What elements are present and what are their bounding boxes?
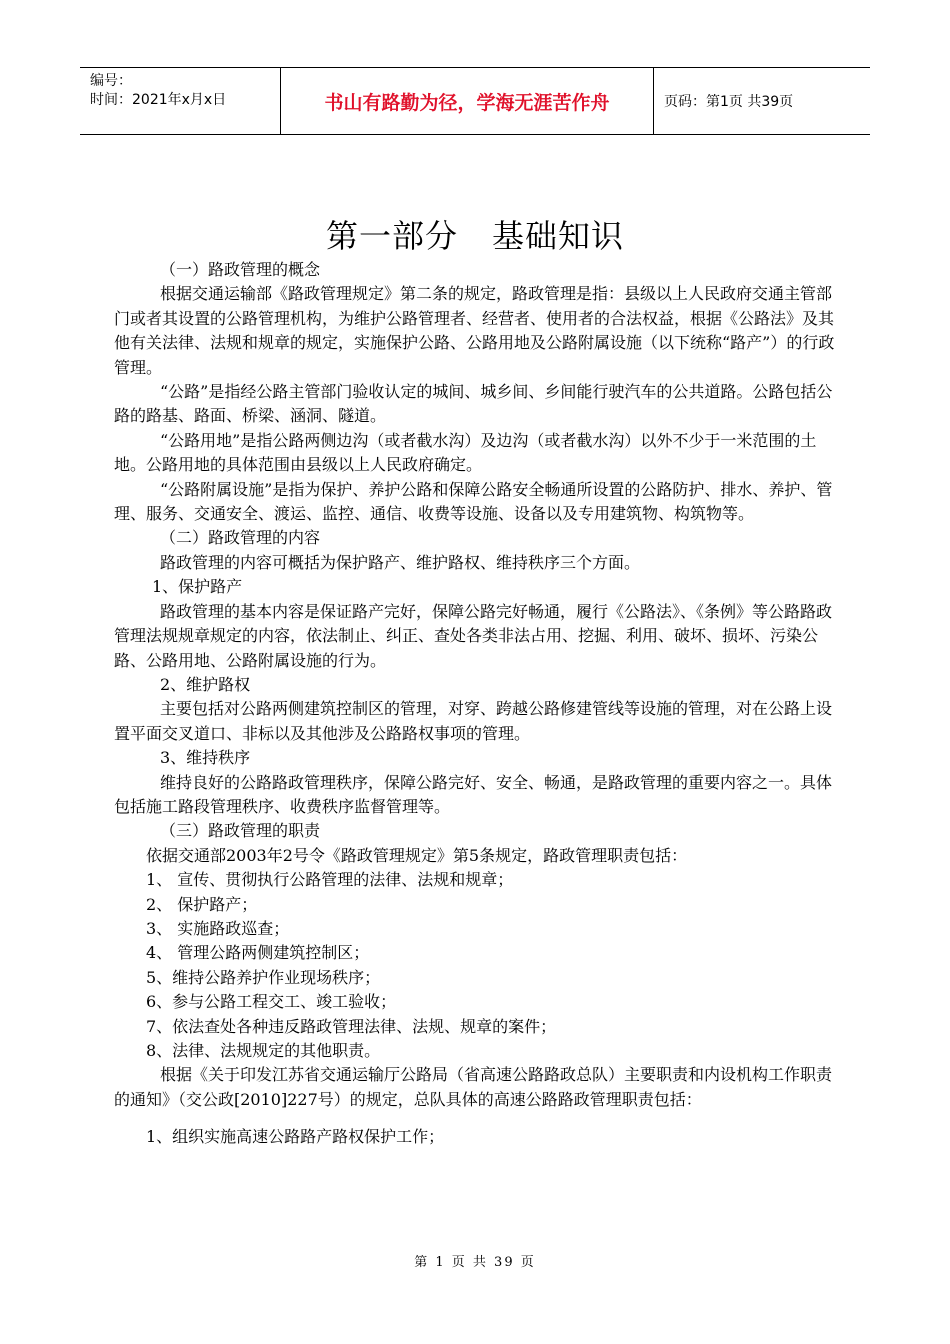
- paragraph: “公路用地”是指公路两侧边沟（或者截水沟）及边沟（或者截水沟）以外不少于一米范围的土地。公路用地的具体范围由县级以上人民政府确定。: [114, 430, 817, 475]
- document-header: [80, 67, 870, 135]
- section-heading-3: （三）路政管理的职责: [160, 821, 321, 841]
- paragraph: 路政管理的基本内容是保证路产完好，保障公路完好畅通，履行《公路法》、《条例》等公路路政管理法规规章规定的内容，依法制止、纠正、查处各类非法占用、挖掘、利用、破坏、损坏、污染公路、公路用地、公路附属设施的行为。: [114, 601, 833, 670]
- document-body: [114, 258, 840, 1150]
- paragraph: 主要包括对公路两侧建筑控制区的管理，对穿、跨越公路修建管线等设施的管理，对在公路上设置平面交叉道口、非标以及其他涉及公路路权事项的管理。: [114, 699, 833, 743]
- list-item: 4、 管理公路两侧建筑控制区；: [146, 943, 370, 963]
- time-label: 时间：2021年x月x日: [90, 92, 227, 108]
- paragraph: “公路附属设施”是指为保护、养护公路和保障公路安全畅通所设置的公路防护、排水、养护、管理、服务、交通安全、渡运、监控、通信、收费等设施、设备以及专用建筑物、构筑物等。: [114, 479, 833, 524]
- paragraph: 根据交通运输部《路政管理规定》第二条的规定，路政管理是指：县级以上人民政府交通主管部门或者其设置的公路管理机构，为维护公路管理者、经营者、使用者的合法权益，根据《公路法》及其他有关法律、法规和规章的规定，实施保护公路、公路用地及公路附属设施（以下统称“路产”）的行政管理。: [114, 284, 835, 377]
- list-item: 3、 实施路政巡查；: [146, 918, 290, 938]
- list-item: 1、组织实施高速公路路产路权保护工作；: [146, 1127, 445, 1147]
- paragraph: “公路”是指经公路主管部门验收认定的城间、城乡间、乡间能行驶汽车的公共道路。公路包括公路的路基、路面、桥梁、涵洞、隧道。: [114, 382, 833, 426]
- title-part: 第一部分: [325, 217, 458, 255]
- number-label: 编号：: [90, 73, 132, 89]
- page-title: [0, 214, 950, 258]
- header-motto-cell: [281, 68, 654, 134]
- header-page-cell: [654, 68, 870, 134]
- section-heading-1: （一）路政管理的概念: [160, 260, 321, 279]
- subheading: 3、维持秩序: [160, 748, 251, 768]
- list-item: 1、 宣传、贯彻执行公路管理的法律、法规和规章；: [146, 870, 514, 890]
- paragraph: 依据交通部2003年2号令《路政管理规定》第5条规定，路政管理职责包括：: [146, 845, 688, 865]
- list-item: 5、维持公路养护作业现场秩序；: [146, 967, 381, 987]
- title-name: 基础知识: [492, 217, 625, 255]
- motto-text: 书山有路勤为径，学海无涯苦作舟: [324, 91, 610, 114]
- list-item: 6、参与公路工程交工、竣工验收；: [146, 992, 397, 1012]
- list-item: 7、依法查处各种违反路政管理法律、法规、规章的案件；: [146, 1016, 557, 1036]
- subheading: 1、保护路产: [152, 577, 243, 597]
- header-info-cell: [80, 68, 281, 134]
- paragraph: 维持良好的公路路政管理秩序，保障公路完好、安全、畅通，是路政管理的重要内容之一。具体包括施工路段管理秩序、收费秩序监督管理等。: [114, 772, 833, 816]
- list-item: 8、法律、法规规定的其他职责。: [146, 1041, 381, 1060]
- subheading: 2、维护路权: [160, 674, 251, 694]
- section-heading-2: （二）路政管理的内容: [160, 528, 321, 548]
- paragraph: 根据《关于印发江苏省交通运输厅公路局（省高速公路路政总队）主要职责和内设机构工作职责的通知》（交公政[2010]227号）的规定，总队具体的高速公路路政管理职责包括：: [114, 1065, 833, 1109]
- page-code: 页码：第1页 共39页: [664, 94, 794, 110]
- page-footer: 第 1 页 共 39 页: [414, 1255, 536, 1270]
- list-item: 2、 保护路产；: [146, 894, 258, 914]
- paragraph: 路政管理的内容可概括为保护路产、维护路权、维持秩序三个方面。: [160, 552, 641, 572]
